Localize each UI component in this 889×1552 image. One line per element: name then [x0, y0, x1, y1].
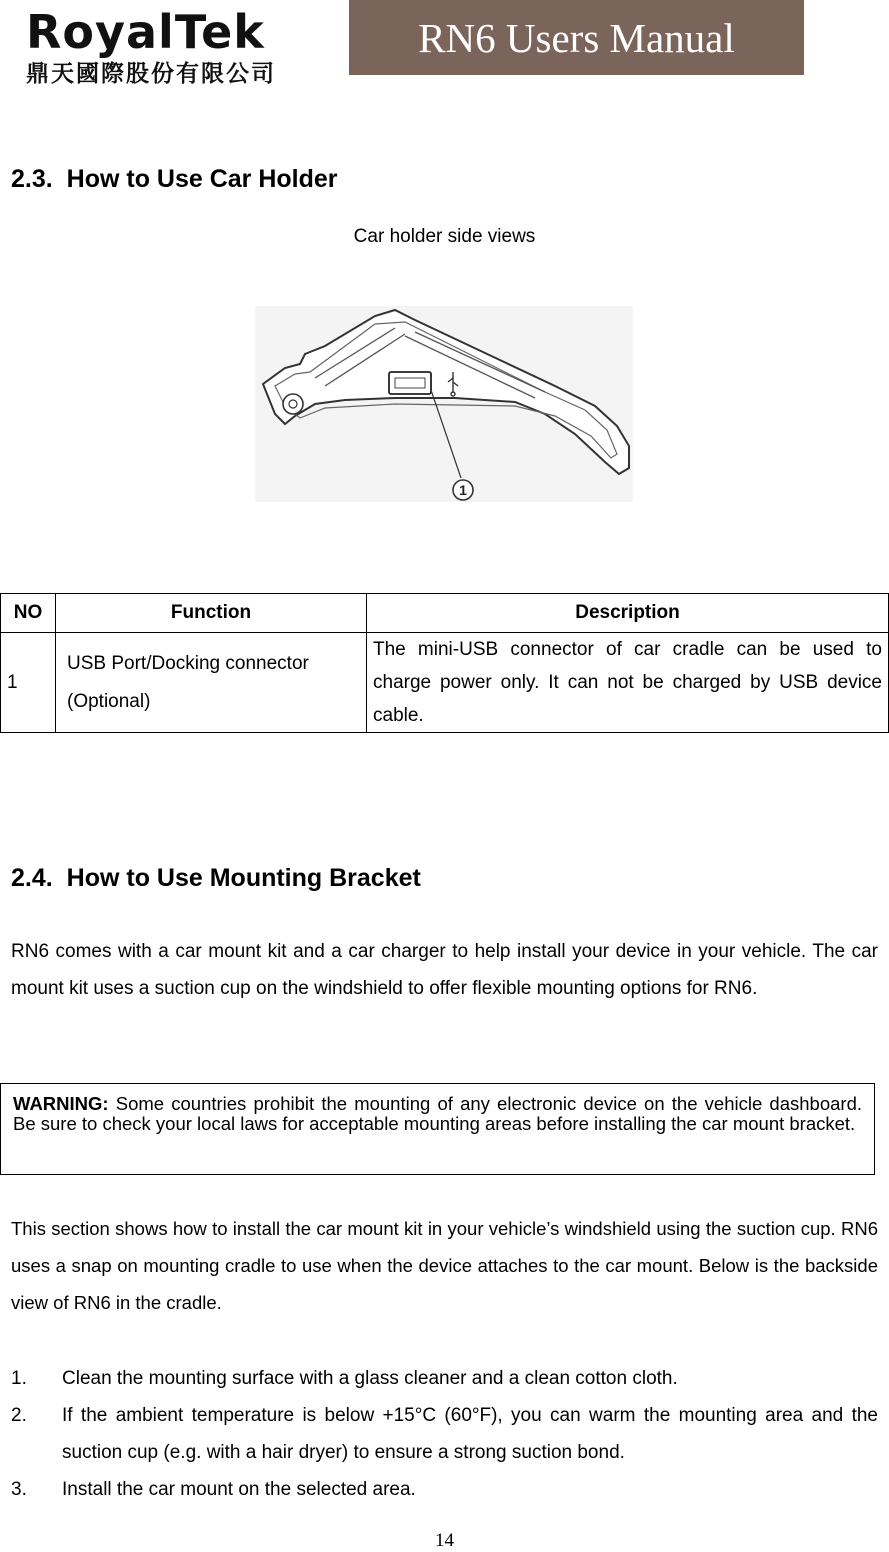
- header-description: Description: [367, 594, 889, 633]
- table-row: [1, 633, 889, 733]
- figure-caption: Car holder side views: [353, 226, 536, 247]
- section-heading-2-4: [11, 863, 421, 893]
- step-text: If the ambient temperature is below +15°C (60°F), you can warm the mounting area and the suction cup (e.g. with a hair dryer) to ensure a strong suction bond.: [62, 1405, 878, 1463]
- section-title: How to Use Car Holder: [66, 165, 338, 193]
- page-number: 14: [435, 1530, 454, 1551]
- function-line-2: (Optional): [67, 690, 151, 712]
- list-item: [11, 1397, 878, 1471]
- installation-steps: [11, 1360, 878, 1508]
- function-table: [0, 593, 889, 733]
- section-number: 2.3.: [11, 165, 53, 193]
- logo-chinese-name: 鼎天國際股份有限公司: [26, 61, 276, 87]
- intro-paragraph: RN6 comes with a car mount kit and a car charger to help install your device in your vehicle. The car mount kit uses a suction cup on the windshield to offer flexible mounting options for RN6.: [11, 941, 878, 999]
- step-number: 3.: [11, 1479, 27, 1500]
- step-text: Clean the mounting surface with a glass cleaner and a clean cotton cloth.: [62, 1368, 678, 1389]
- step-number: 1.: [11, 1368, 27, 1389]
- step-text: Install the car mount on the selected area.: [62, 1479, 416, 1500]
- cell-no: 1: [1, 633, 56, 733]
- cell-function: [56, 633, 367, 733]
- cell-description: The mini-USB connector of car cradle can be used to charge power only. It can not be charged by USB device cable.: [367, 633, 889, 733]
- list-item: [11, 1471, 878, 1508]
- warning-label: WARNING:: [13, 1093, 109, 1114]
- warning-text: Some countries prohibit the mounting of any electronic device on the vehicle dashboard. Be sure to check your local laws for acceptable mounting areas before installing the car mount bracket.: [13, 1093, 862, 1134]
- header-function: Function: [56, 594, 367, 633]
- section-heading-2-3: [11, 164, 338, 194]
- logo-wordmark: RoyalTek: [26, 5, 265, 59]
- section-number: 2.4.: [11, 864, 53, 892]
- function-line-1: USB Port/Docking connector: [67, 652, 309, 674]
- manual-title-banner: [349, 0, 804, 75]
- callout-number: 1: [459, 482, 467, 498]
- body-paragraph: This section shows how to install the car mount kit in your vehicle’s windshield using the suction cup. RN6 uses a snap on mounting cradle to use when the device attaches to the car mount. Below is the backside view of RN6 in the cradle.: [11, 1218, 878, 1313]
- step-number: 2.: [11, 1405, 27, 1426]
- car-holder-illustration: [255, 306, 633, 502]
- manual-title: RN6 Users Manual: [418, 14, 735, 61]
- table-header-row: [1, 594, 889, 633]
- header-no: NO: [1, 594, 56, 633]
- car-holder-side-view-figure: [255, 306, 633, 502]
- warning-box: [0, 1083, 875, 1175]
- list-item: [11, 1360, 878, 1397]
- royaltek-logo: [22, 6, 322, 88]
- section-title: How to Use Mounting Bracket: [66, 864, 421, 892]
